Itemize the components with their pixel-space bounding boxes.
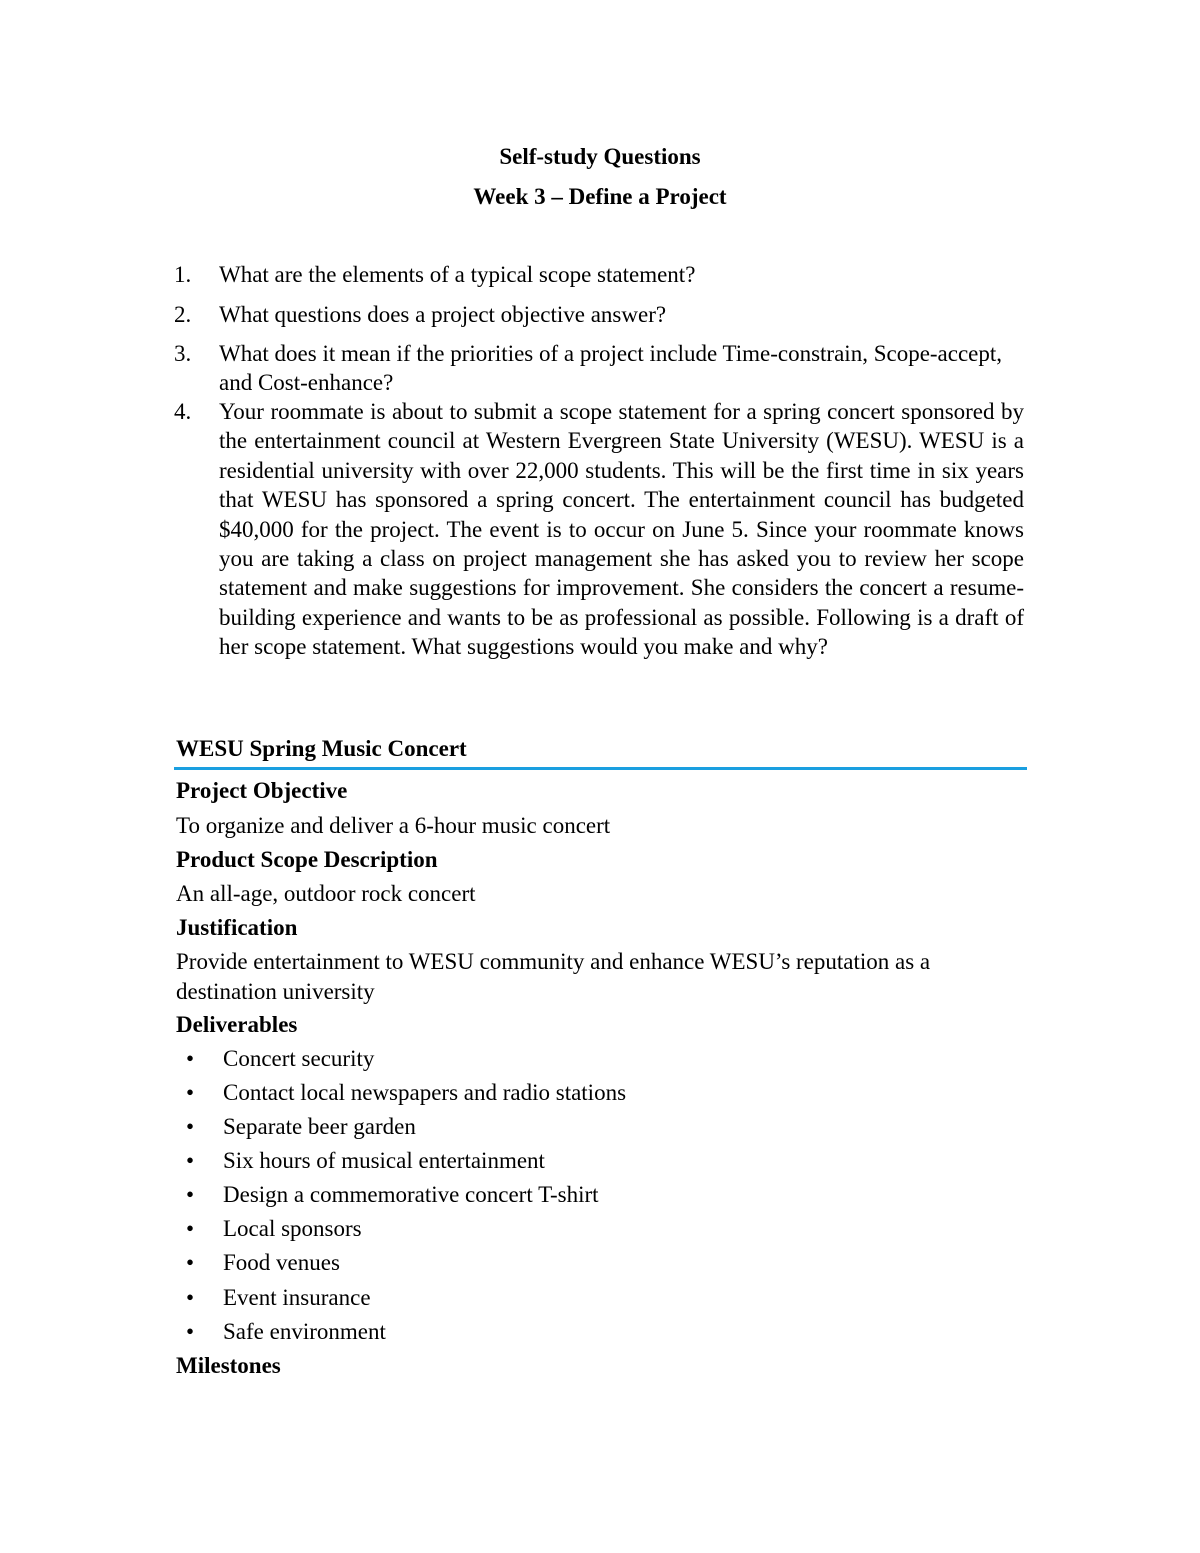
question-item bbox=[174, 260, 1024, 289]
question-number: 2. bbox=[174, 302, 192, 327]
scope-heading: WESU Spring Music Concert bbox=[176, 736, 467, 761]
document-title: Self-study Questions bbox=[499, 144, 701, 169]
question-text: Your roommate is about to submit a scope statement for a spring concert sponsored by the entertainment council at Western Evergreen State University (WESU). WESU is a residential university with over 22,000 students. This will be the first time in six years that WESU has sponsored a spring concert. The entertainment council has budgeted $40,000 for the project. The event is to occur on June 5. Since your roommate knows you are taking a class on project management she has asked you to review her scope statement and make suggestions for improvement. She considers the concert a resume-building experience and wants to be as professional as possible. Following is a draft of her scope statement. What suggestions would you make and why? bbox=[219, 399, 1024, 660]
deliverable-text: Event insurance bbox=[223, 1285, 371, 1310]
list-item bbox=[176, 1181, 599, 1209]
list-item bbox=[176, 1147, 545, 1175]
bullet-icon: • bbox=[186, 1080, 195, 1105]
bullet-icon: • bbox=[186, 1319, 195, 1344]
deliverable-text: Concert security bbox=[223, 1046, 375, 1071]
list-item bbox=[176, 1284, 371, 1312]
question-text: What are the elements of a typical scope statement? bbox=[219, 262, 696, 287]
bullet-icon: • bbox=[186, 1216, 195, 1241]
list-item bbox=[176, 1249, 340, 1277]
deliverable-text: Contact local newspapers and radio stations bbox=[223, 1080, 627, 1105]
question-number: 4. bbox=[174, 399, 192, 424]
list-item bbox=[176, 1113, 416, 1141]
list-item bbox=[176, 1079, 626, 1107]
product-scope-text: An all-age, outdoor rock concert bbox=[176, 881, 476, 906]
question-text: What questions does a project objective answer? bbox=[219, 302, 667, 327]
question-number: 3. bbox=[174, 341, 192, 366]
deliverables-label: Deliverables bbox=[176, 1012, 298, 1037]
list-item bbox=[176, 1318, 386, 1346]
bullet-icon: • bbox=[186, 1046, 195, 1071]
justification-text: Provide entertainment to WESU community and enhance WESU’s reputation as a destination university bbox=[176, 949, 931, 1004]
objective-text: To organize and deliver a 6-hour music concert bbox=[176, 813, 611, 838]
bullet-icon: • bbox=[186, 1285, 195, 1310]
question-text: What does it mean if the priorities of a project include Time-constrain, Scope-accept, and Cost-enhance? bbox=[219, 341, 1003, 396]
deliverable-text: Design a commemorative concert T-shirt bbox=[223, 1182, 599, 1207]
question-number: 1. bbox=[174, 262, 192, 287]
question-item bbox=[174, 339, 1024, 398]
deliverable-text: Local sponsors bbox=[223, 1216, 362, 1241]
bullet-icon: • bbox=[186, 1148, 195, 1173]
objective-label: Project Objective bbox=[176, 778, 348, 803]
list-item bbox=[176, 1215, 362, 1243]
heading-divider bbox=[174, 767, 1027, 770]
bullet-icon: • bbox=[186, 1250, 195, 1275]
deliverable-text: Six hours of musical entertainment bbox=[223, 1148, 545, 1173]
question-item bbox=[174, 300, 1024, 329]
bullet-icon: • bbox=[186, 1182, 195, 1207]
bullet-icon: • bbox=[186, 1114, 195, 1139]
product-scope-label: Product Scope Description bbox=[176, 847, 438, 872]
milestones-label: Milestones bbox=[176, 1353, 281, 1378]
list-item bbox=[176, 1045, 374, 1073]
deliverable-text: Separate beer garden bbox=[223, 1114, 416, 1139]
justification-label: Justification bbox=[176, 915, 298, 940]
deliverable-text: Food venues bbox=[223, 1250, 340, 1275]
question-item bbox=[174, 397, 1024, 662]
document-subtitle: Week 3 – Define a Project bbox=[473, 184, 727, 209]
deliverable-text: Safe environment bbox=[223, 1319, 386, 1344]
